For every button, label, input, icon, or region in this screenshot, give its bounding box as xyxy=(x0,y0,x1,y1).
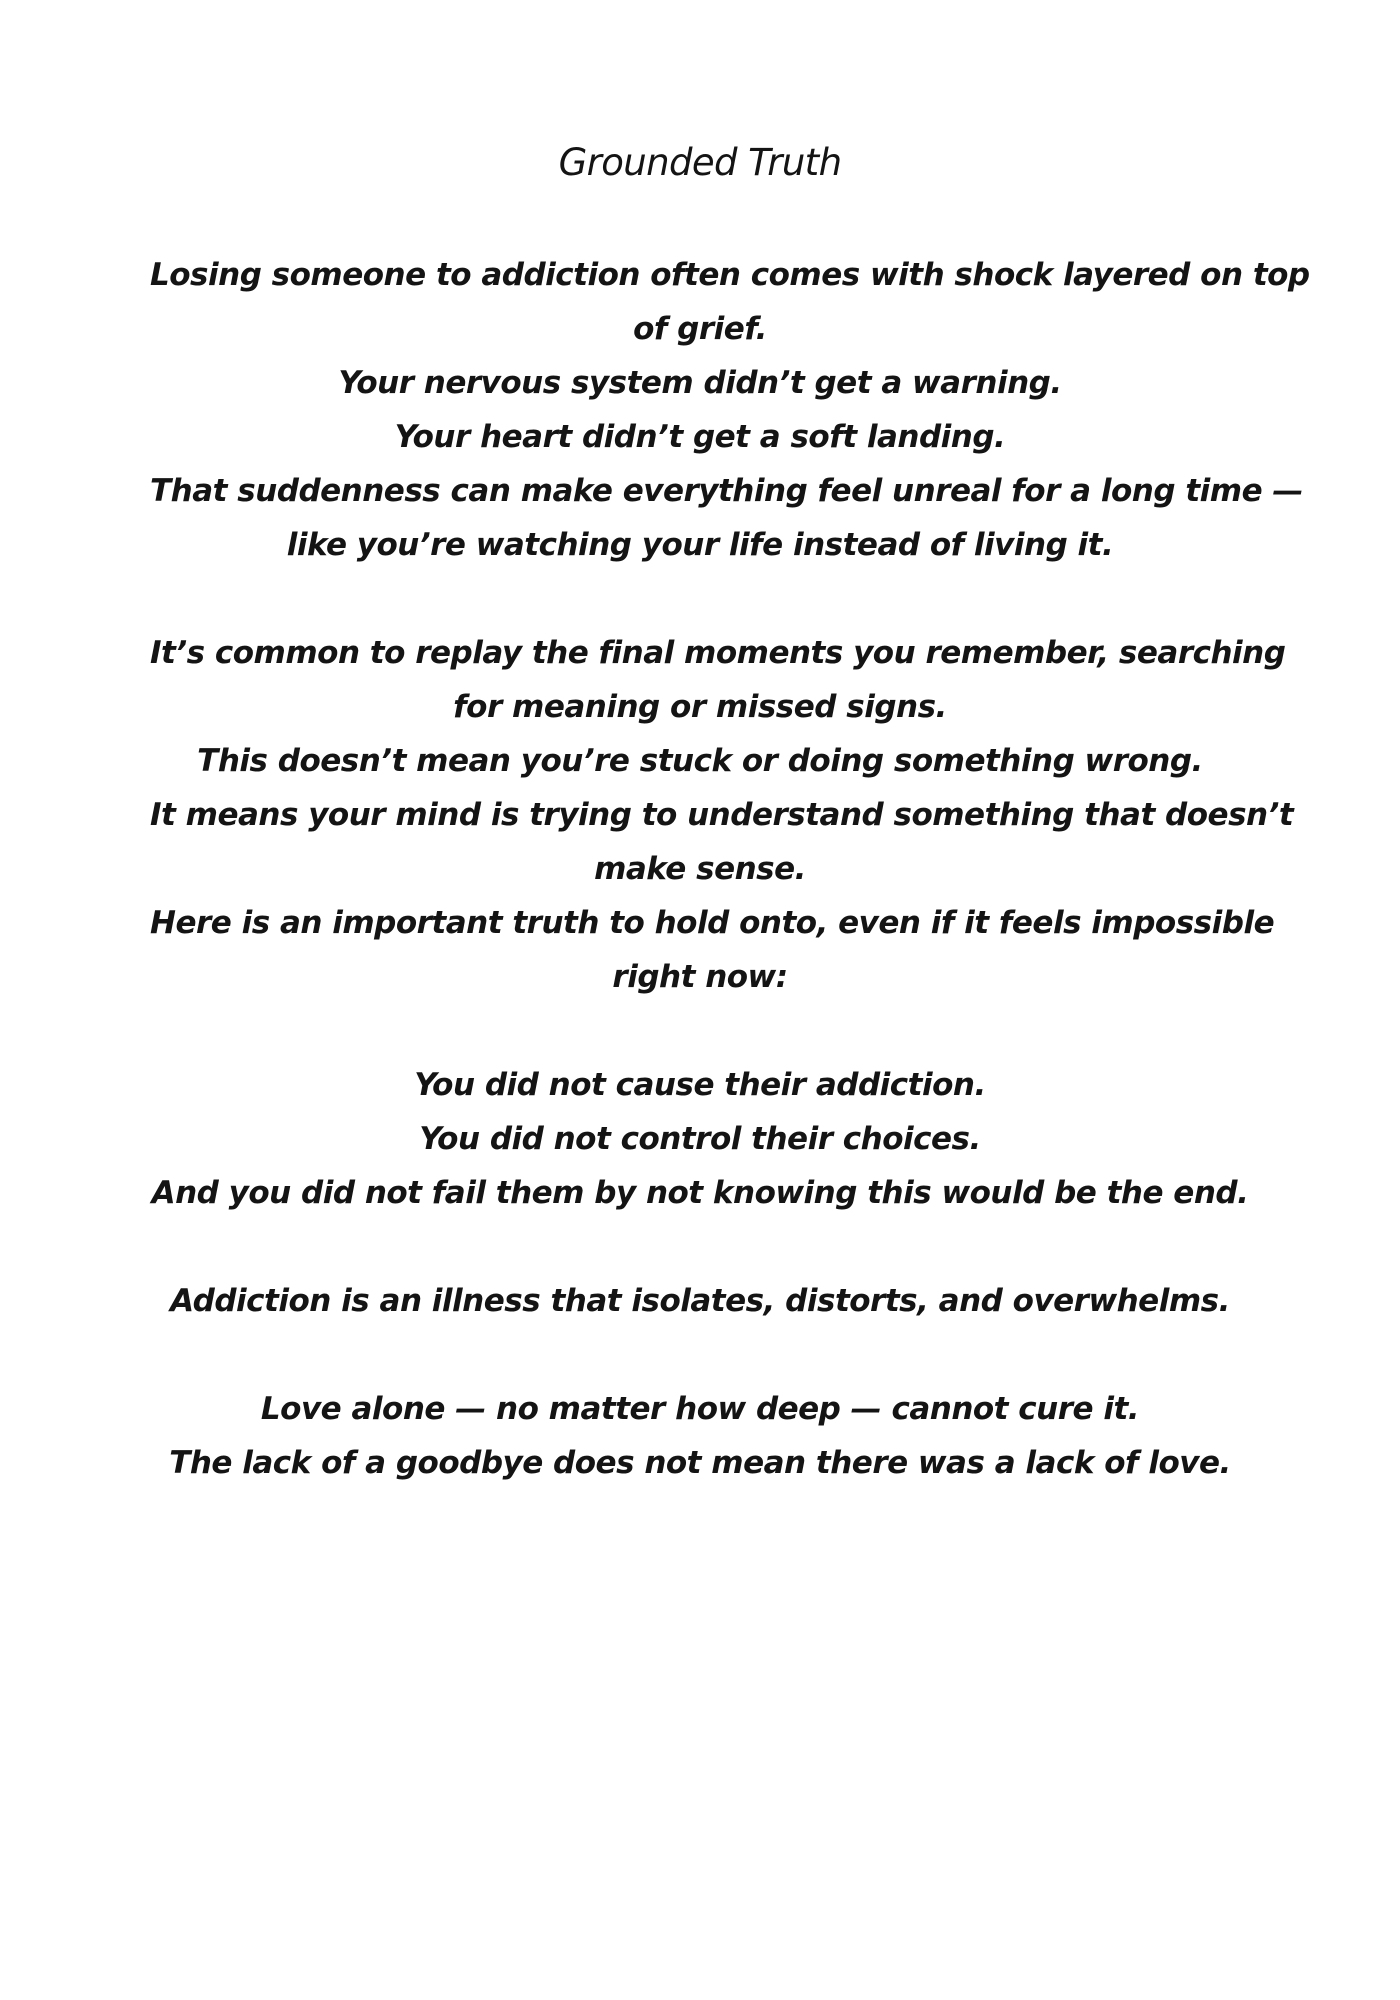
text-line: The lack of a goodbye does not mean there was a lack of love. xyxy=(169,1445,1231,1481)
document-title: Grounded Truth xyxy=(558,141,842,184)
text-line: right now: xyxy=(612,959,788,995)
text-line: make sense. xyxy=(594,851,806,887)
text-line: You did not cause their addiction. xyxy=(414,1067,986,1103)
text-line: Your heart didn’t get a soft landing. xyxy=(394,419,1006,455)
text-line: like you’re watching your life instead of living it. xyxy=(286,527,1114,563)
text-line: It’s common to replay the final moments you remember, searching xyxy=(150,635,1286,671)
text-line: This doesn’t mean you’re stuck or doing something wrong. xyxy=(197,743,1203,779)
text-line: You did not control their choices. xyxy=(419,1121,981,1157)
text-line: for meaning or missed signs. xyxy=(453,689,947,725)
text-line: Losing someone to addiction often comes with shock layered on top xyxy=(150,257,1310,293)
text-line: And you did not fail them by not knowing this would be the end. xyxy=(151,1175,1249,1211)
text-line: Here is an important truth to hold onto, even if it feels impossible xyxy=(150,905,1275,941)
text-line: It means your mind is trying to understand something that doesn’t xyxy=(150,797,1294,833)
text-line: Your nervous system didn’t get a warning. xyxy=(338,365,1062,401)
text-line: Addiction is an illness that isolates, distorts, and overwhelms. xyxy=(170,1283,1230,1319)
text-line: That suddenness can make everything feel unreal for a long time — xyxy=(150,473,1303,509)
text-line: of grief. xyxy=(633,311,767,347)
text-line: Love alone — no matter how deep — cannot cure it. xyxy=(260,1391,1140,1427)
document-page xyxy=(150,0,1310,2000)
